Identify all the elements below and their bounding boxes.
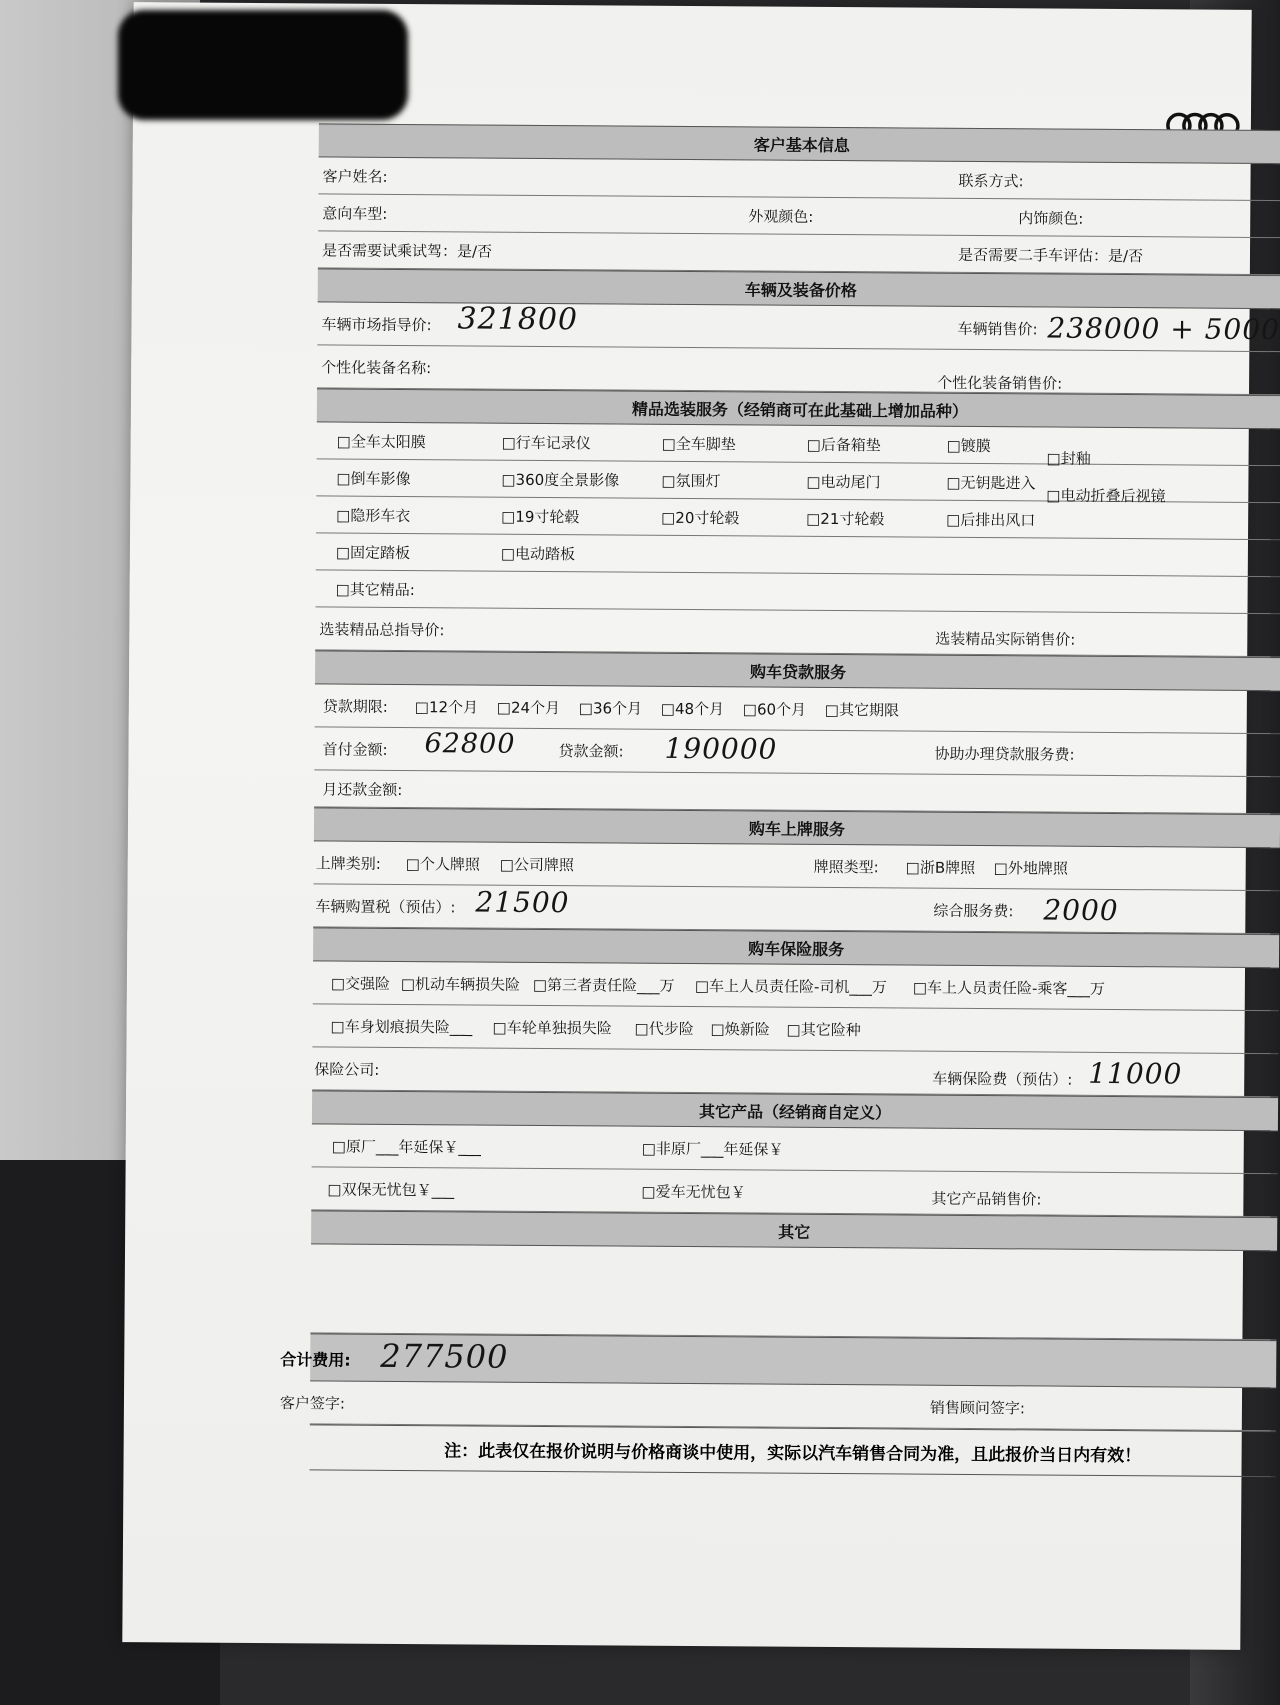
accessory-option[interactable]: □镀膜 (946, 436, 991, 455)
plate-category-label: 上牌类别: (315, 853, 381, 873)
down-payment-value: 62800 (424, 728, 516, 760)
insurance-option[interactable]: □代步险 (634, 1019, 694, 1038)
accessory-option[interactable]: □20寸轮毂 (661, 508, 740, 527)
other-product-option[interactable]: □原厂___年延保￥___ (331, 1137, 482, 1157)
insurance-row (313, 961, 1279, 1011)
insurance-option[interactable]: □车上人员责任险-司机___万 (694, 976, 888, 996)
other-product-option[interactable]: □爱车无忧包￥ (641, 1182, 746, 1201)
plate-type-option[interactable]: □外地牌照 (993, 858, 1068, 878)
plate-type-label: 牌照类型: (813, 857, 879, 876)
accessory-option[interactable]: □无钥匙进入 (946, 473, 1036, 492)
advisor-signature-label: 销售顾问签字: (929, 1398, 1026, 1417)
insurance-option[interactable]: □车上人员责任险-乘客___万 (912, 978, 1106, 998)
insurance-option[interactable]: □机动车辆损失险 (400, 974, 521, 994)
section-loan: 购车贷款服务 (315, 650, 1280, 691)
purchase-tax-label: 车辆购置税（预估）: (315, 896, 456, 916)
service-fee-label: 综合服务费: (933, 901, 1014, 920)
other-products-row (311, 1167, 1277, 1217)
interior-color-label: 内饰颜色: (1018, 208, 1084, 228)
quote-form (279, 123, 1280, 1477)
accessory-option[interactable]: □21寸轮毂 (806, 509, 885, 528)
accessory-option[interactable]: □电动折叠后视镜 (1046, 486, 1166, 506)
section-accessories: 精品选装服务（经销商可在此基础上增加品种） (317, 388, 1280, 429)
insurance-fee-value: 11000 (1088, 1056, 1183, 1091)
insurance-option[interactable]: □第三者责任险___万 (532, 975, 675, 995)
msrp-value: 321800 (457, 301, 579, 338)
customer-name-label: 客户姓名: (322, 166, 388, 186)
customer-signature-label: 客户签字: (279, 1393, 346, 1413)
accessory-option[interactable]: □全车脚垫 (661, 434, 736, 453)
total-label: 合计费用: (280, 1350, 351, 1370)
loan-term-label: 贷款期限: (322, 696, 388, 716)
model-label: 意向车型: (322, 203, 388, 223)
total-value: 277500 (380, 1336, 509, 1376)
loan-term-option[interactable]: □其它期限 (824, 700, 900, 719)
monthly-payment-label: 月还款金额: (322, 779, 403, 799)
accessory-option[interactable]: □电动踏板 (500, 544, 576, 563)
loan-term-option[interactable]: □60个月 (742, 699, 807, 719)
service-fee-value: 2000 (1043, 893, 1119, 928)
contact-label: 联系方式: (958, 171, 1024, 190)
quote-sheet (122, 2, 1280, 1650)
section-other-products: 其它产品（经销商自定义） (312, 1090, 1278, 1131)
accessory-option[interactable]: □固定踏板 (335, 543, 411, 562)
trade-in-label: 是否需要二手车评估：是/否 (957, 245, 1144, 265)
other-notes-area[interactable] (310, 1244, 1277, 1340)
accessory-option[interactable]: □倒车影像 (336, 469, 411, 488)
accessory-option[interactable]: □后排出风口 (946, 510, 1036, 529)
loan-service-fee-label: 协助办理贷款服务费: (934, 744, 1075, 764)
accessory-option[interactable]: □封釉 (1046, 449, 1091, 468)
loan-term-option[interactable]: □24个月 (496, 698, 561, 717)
loan-term-option[interactable]: □36个月 (578, 698, 643, 718)
accessory-option[interactable]: □隐形车衣 (336, 506, 411, 525)
section-other: 其它 (311, 1210, 1277, 1251)
msrp-label: 车辆市场指导价: (321, 314, 432, 334)
loan-amount-value: 190000 (664, 731, 778, 766)
plate-category-option[interactable]: □公司牌照 (499, 855, 574, 874)
plate-type-option[interactable]: □浙B牌照 (905, 858, 976, 877)
down-payment-label: 首付金额: (322, 739, 388, 759)
section-insurance: 购车保险服务 (313, 927, 1279, 968)
section-vehicle-price: 车辆及装备价格 (318, 268, 1280, 309)
other-product-option[interactable]: □双保无忧包￥___ (327, 1179, 455, 1199)
redacted-area (118, 10, 408, 120)
insurance-option[interactable]: □车轮单独损失险 (492, 1018, 612, 1037)
accessory-total-guide-label: 选装精品总指导价: (319, 619, 445, 639)
other-product-sale-label: 其它产品销售价: (931, 1189, 1042, 1209)
insurance-option[interactable]: □其它险种 (786, 1020, 861, 1039)
custom-equipment-price-label: 个性化装备销售价: (937, 373, 1063, 393)
accessory-option[interactable]: □电动尾门 (806, 472, 881, 491)
accessory-total-sale-label: 选装精品实际销售价: (935, 629, 1076, 649)
insurance-option[interactable]: □车身划痕损失险___ (330, 1017, 473, 1037)
accessory-option[interactable]: □行车记录仪 (501, 433, 591, 452)
loan-term-option[interactable]: □48个月 (660, 699, 725, 718)
loan-term-option[interactable]: □12个月 (414, 697, 479, 717)
accessory-option[interactable]: □后备箱垫 (806, 435, 881, 454)
insurance-company-label: 保险公司: (314, 1059, 380, 1079)
total-row (280, 1333, 1276, 1388)
disclaimer-note: 注：此表仅在报价说明与价格商谈中使用，实际以汽车销售合同为准，且此报价当日内有效！ (309, 1424, 1275, 1477)
insurance-option[interactable]: □交强险 (330, 974, 391, 993)
accessory-option[interactable]: □360度全景影像 (501, 470, 620, 490)
other-accessory-label: □其它精品: (335, 580, 415, 599)
insurance-fee-label: 车辆保险费（预估）: (932, 1069, 1073, 1089)
accessory-option[interactable]: □氛围灯 (661, 471, 721, 490)
other-product-option[interactable]: □非原厂___年延保￥ (641, 1139, 784, 1159)
sale-price-value: 238000 + 5000 (1047, 311, 1280, 347)
purchase-tax-value: 21500 (475, 885, 570, 920)
exterior-color-label: 外观颜色: (748, 206, 814, 226)
accessory-option[interactable]: □19寸轮毂 (501, 507, 580, 526)
section-plate: 购车上牌服务 (314, 807, 1280, 848)
accessory-option[interactable]: □全车太阳膜 (336, 432, 426, 451)
insurance-row (312, 1004, 1278, 1054)
plate-category-option[interactable]: □个人牌照 (405, 854, 480, 874)
sale-price-label: 车辆销售价: (957, 319, 1038, 338)
loan-amount-label: 贷款金额: (558, 741, 624, 761)
test-drive-label: 是否需要试乘试驾：是/否 (321, 240, 493, 261)
section-customer-info: 客户基本信息 (319, 123, 1280, 164)
insurance-option[interactable]: □焕新险 (710, 1019, 770, 1039)
other-products-row (312, 1124, 1278, 1174)
custom-equipment-name-label: 个性化装备名称: (321, 357, 432, 377)
